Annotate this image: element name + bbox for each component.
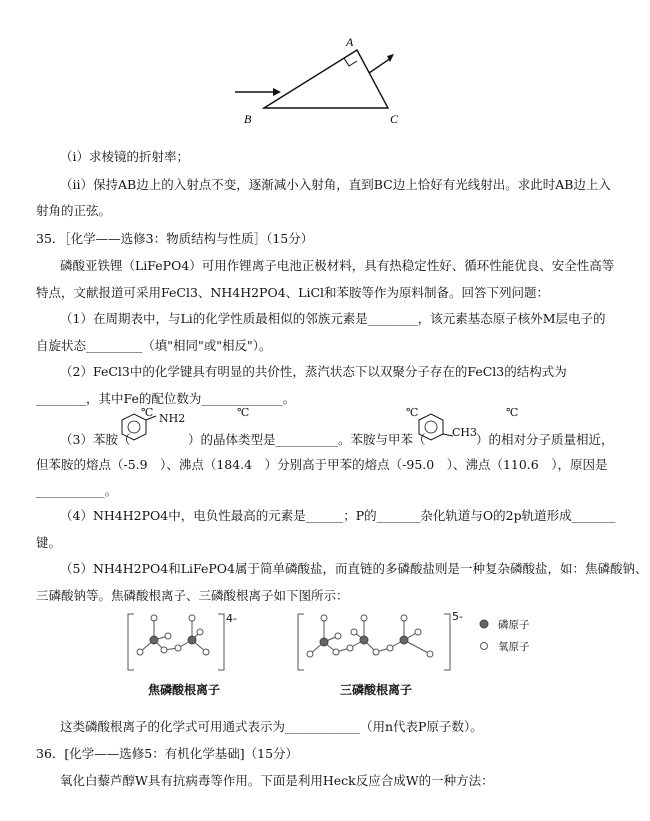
methyl-group-label: CH3 <box>452 426 478 439</box>
q35-part-3-lead: （3）苯胺（ <box>60 432 131 447</box>
exit-ray <box>369 58 391 73</box>
q35-part-1-cont: 自旋状态_________（填"相同"或"相反"）。 <box>36 338 272 353</box>
q35-part-4: （4）NH4H2PO4中，电负性最高的元素是______；P的_______杂化轨道与O的2p轨道形成_______ <box>60 508 616 523</box>
q35-intro-cont: 特点，文献报道可采用FeCl3、NH4H2PO4、LiCl和苯胺等作为原料制备。回答下列问题： <box>36 285 550 300</box>
amino-group-label: NH2 <box>159 412 186 425</box>
celsius-unit-2: ℃ <box>237 406 250 419</box>
q35-part-5: （5）NH4H2PO4和LiFePO4属于简单磷酸盐，而直链的多磷酸盐则是一种复杂磷酸盐，如：焦磷酸钠、 <box>60 561 648 576</box>
celsius-unit-1: ℃ <box>141 406 154 419</box>
q35-part-4-cont: 键。 <box>36 535 62 550</box>
legend-oxygen-symbol <box>481 643 488 650</box>
prism-figure <box>235 30 415 125</box>
q35-part-3-tail: ）的相对分子质量相近， <box>476 432 614 447</box>
prism-triangle <box>264 50 388 108</box>
q34-part-ii-cont: 射角的正弦。 <box>36 203 112 218</box>
right-angle-mark <box>344 58 357 66</box>
legend-phosphorus-label: 磷原子 <box>498 619 530 631</box>
vertex-a-label: A <box>346 35 354 49</box>
q35-part-5-cont: 三磷酸钠等。焦磷酸根离子、三磷酸根离子如下图所示： <box>36 588 349 603</box>
triphosphate-caption: 三磷酸根离子 <box>340 683 413 697</box>
q36-intro: 氧化白藜芦醇W具有抗病毒等作用。下面是利用Heck反应合成W的一种方法： <box>60 773 494 788</box>
celsius-unit-3: ℃ <box>406 406 419 419</box>
q35-header: 35．［化学——选修3：物质结构与性质］（15分） <box>36 231 314 246</box>
q36-header: 36．[化学——选修5：有机化学基础]（15分） <box>36 746 299 761</box>
q35-part-1: （1）在周期表中，与Li的化学性质最相似的邻族元素是________，该元素基态原子核外M层电子的 <box>60 311 606 326</box>
legend-oxygen-label: 氧原子 <box>498 641 530 653</box>
pyrophosphate-caption: 焦磷酸根离子 <box>148 683 221 697</box>
q34-part-i: （i）求棱镜的折射率； <box>60 149 189 164</box>
legend-phosphorus-symbol <box>480 620 488 628</box>
pyrophosphate-charge: 4- <box>226 612 237 625</box>
celsius-unit-4: ℃ <box>506 406 519 419</box>
q34-part-ii: （ii）保持AB边上的入射点不变，逐渐减小入射角，直到BC边上恰好有光线射出。求此时AB边上入 <box>60 177 611 192</box>
q35-part-2: （2）FeCl3中的化学键具有明显的共价性，蒸汽状态下以双聚分子存在的FeCl3的结构式为 <box>60 364 567 379</box>
q35-part-3-answer: ___________。 <box>36 483 118 498</box>
q35-part-5-formula: 这类磷酸根离子的化学式可用通式表示为____________（用n代表P原子数）。 <box>60 719 483 734</box>
triphosphate-charge: 5- <box>452 610 463 623</box>
phosphate-ions-figure <box>118 606 538 700</box>
vertex-b-label: B <box>244 112 252 125</box>
incident-arrow-head <box>273 88 281 96</box>
q35-part-3-mid: ）的晶体类型是__________。苯胺与甲苯（ <box>188 432 426 447</box>
q35-part-3-cont: 但苯胺的熔点（-5.9 ）、沸点（184.4 ）分别高于甲苯的熔点（-95.0 ）、沸点（110.6 ），原因是 <box>36 457 608 472</box>
q35-part-2-cont: ________，其中Fe的配位数为_____________。 <box>36 391 296 406</box>
vertex-c-label: C <box>390 112 399 125</box>
q35-intro: 磷酸亚铁锂（LiFePO4）可用作锂离子电池正极材料，具有热稳定性好、循环性能优良、安全性高等 <box>60 258 615 273</box>
